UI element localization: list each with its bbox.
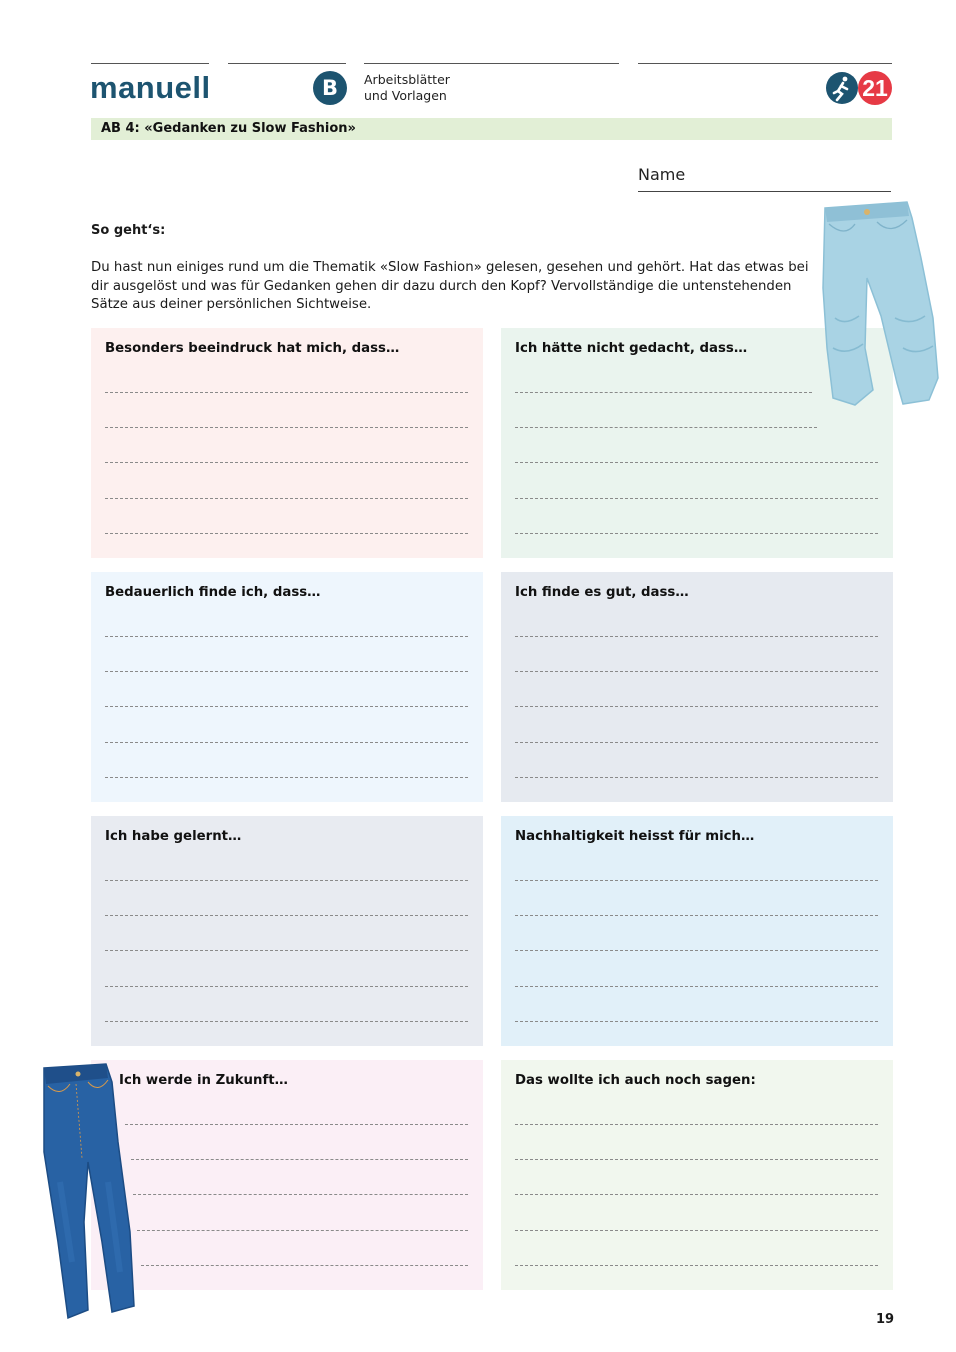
answer-line[interactable]	[515, 462, 878, 463]
prompt-label: Das wollte ich auch noch sagen:	[515, 1073, 756, 1088]
category-line-2: und Vorlagen	[364, 88, 447, 103]
prompt-label: Nachhaltigkeit heisst für mich…	[515, 829, 755, 844]
answer-line[interactable]	[515, 777, 878, 778]
section-badge: B	[313, 71, 347, 105]
prompt-box	[501, 572, 893, 802]
header-rule-4	[638, 63, 892, 64]
lehrplan-21-badge	[825, 71, 893, 105]
answer-line[interactable]	[133, 1194, 468, 1195]
header-rule-3	[364, 63, 619, 64]
answer-line[interactable]	[515, 1230, 878, 1231]
answer-line[interactable]	[515, 1021, 878, 1022]
prompt-box	[91, 328, 483, 558]
answer-line[interactable]	[105, 777, 468, 778]
answer-line[interactable]	[125, 1124, 468, 1125]
header-rule-1	[91, 63, 209, 64]
category-label	[364, 72, 450, 104]
instructions-heading: So geht‘s:	[91, 223, 166, 238]
answer-line[interactable]	[105, 533, 468, 534]
worksheet-title-bar	[91, 118, 892, 140]
answer-line[interactable]	[137, 1230, 468, 1231]
answer-line[interactable]	[131, 1159, 468, 1160]
answer-line[interactable]	[515, 915, 878, 916]
dark-jeans-illustration	[38, 1062, 138, 1320]
answer-line[interactable]	[515, 636, 878, 637]
answer-line[interactable]	[515, 1194, 878, 1195]
answer-line[interactable]	[515, 671, 878, 672]
answer-line[interactable]	[515, 1159, 878, 1160]
answer-line[interactable]	[105, 498, 468, 499]
instructions-text: Du hast nun einiges rund um die Thematik «Slow Fashion» gelesen, gesehen und gehört. Hat das etwas bei dir ausgelöst und was für Gedanken gehen dir dazu durch den Kopf? Vervollständige die untenstehenden Sätze aus deiner persönlichen Sichtweise.	[91, 260, 809, 312]
light-jeans-illustration	[815, 198, 943, 410]
answer-line[interactable]	[105, 671, 468, 672]
prompt-label: Ich werde in Zukunft…	[119, 1073, 288, 1088]
answer-line[interactable]	[105, 706, 468, 707]
header-rule-2	[228, 63, 346, 64]
page-number: 19	[876, 1312, 895, 1327]
answer-line[interactable]	[105, 636, 468, 637]
prompt-label: Bedauerlich finde ich, dass…	[105, 585, 321, 600]
prompt-label: Besonders beeindruck hat mich, dass…	[105, 341, 400, 356]
answer-line[interactable]	[515, 427, 817, 428]
answer-line[interactable]	[105, 915, 468, 916]
answer-line[interactable]	[105, 392, 468, 393]
answer-line[interactable]	[515, 950, 878, 951]
prompt-label: Ich finde es gut, dass…	[515, 585, 689, 600]
answer-line[interactable]	[105, 742, 468, 743]
prompt-box	[91, 1060, 483, 1290]
answer-line[interactable]	[515, 498, 878, 499]
name-label: Name	[638, 165, 686, 184]
answer-line[interactable]	[515, 880, 878, 881]
prompt-box	[91, 572, 483, 802]
answer-line[interactable]	[105, 1021, 468, 1022]
answer-line[interactable]	[105, 462, 468, 463]
answer-line[interactable]	[141, 1265, 468, 1266]
figure-circle	[826, 72, 858, 104]
answer-line[interactable]	[515, 706, 878, 707]
answer-line[interactable]	[515, 533, 878, 534]
prompt-box	[91, 816, 483, 1046]
answer-line[interactable]	[515, 986, 878, 987]
prompt-box	[501, 1060, 893, 1290]
answer-line[interactable]	[105, 880, 468, 881]
answer-line[interactable]	[515, 742, 878, 743]
answer-line[interactable]	[515, 1124, 878, 1125]
brand-logo: manuell	[90, 70, 211, 105]
prompt-box	[501, 816, 893, 1046]
prompt-label: Ich habe gelernt…	[105, 829, 242, 844]
category-line-1: Arbeitsblätter	[364, 72, 450, 87]
worksheet-title: AB 4: «Gedanken zu Slow Fashion»	[101, 121, 356, 136]
answer-line[interactable]	[105, 427, 468, 428]
badge-number: 21	[862, 75, 888, 101]
answer-line[interactable]	[105, 950, 468, 951]
answer-line[interactable]	[105, 986, 468, 987]
name-field[interactable]	[638, 191, 891, 192]
answer-line[interactable]	[515, 392, 812, 393]
prompt-label: Ich hätte nicht gedacht, dass…	[515, 341, 748, 356]
answer-line[interactable]	[515, 1265, 878, 1266]
